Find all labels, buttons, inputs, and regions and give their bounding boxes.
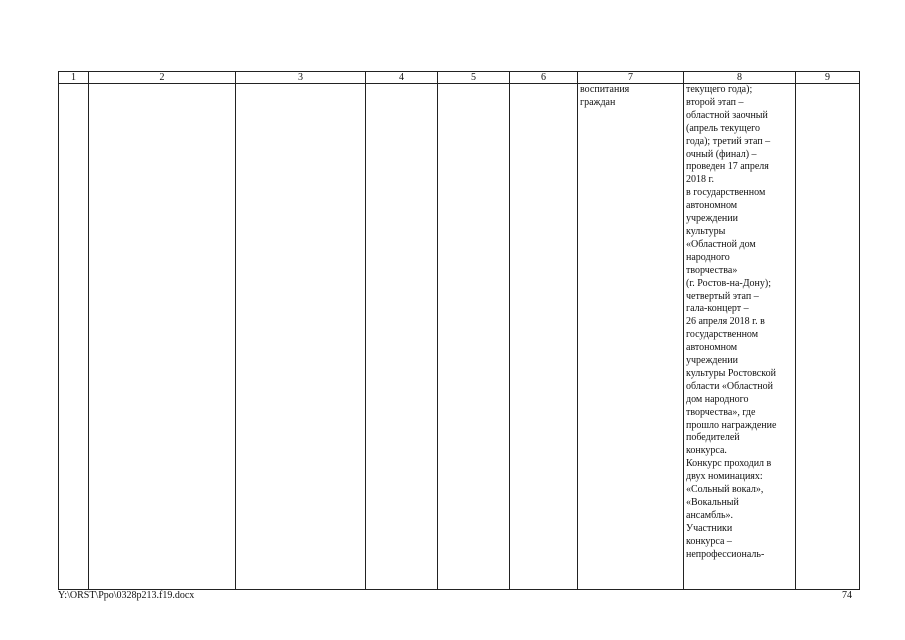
column-header-1: 1: [59, 72, 89, 84]
footer-file-path: Y:\ORST\Ppo\0328p213.f19.docx: [58, 590, 195, 601]
footer-page-number: 74: [842, 590, 852, 601]
column-header-9: 9: [796, 72, 860, 84]
column-header-4: 4: [366, 72, 438, 84]
table-cell-col9: [796, 84, 860, 590]
table-cell-col8: текущего года); второй этап – областной заочный (апрель текущего года); третий этап – очный (финал) – проведен 17 апреля 2018 г. в государственном автономном учреждении культуры «Областной дом народного творчества» (г. Ростов-на-Дону); четвертый этап – гала-концерт – 26 апреля 2018 г. в государственном автономном учреждении культуры Ростовской области «Областной дом народного творчества», где прошло награждение победителей конкурса. Конкурс проходил в двух номинациях: «Сольный вокал», «Вокальный ансамбль». Участники конкурса – непрофессиональ-: [684, 84, 796, 590]
column-header-2: 2: [89, 72, 236, 84]
header-row: [59, 72, 860, 84]
table-cell-col2: [89, 84, 236, 590]
column-header-6: 6: [510, 72, 578, 84]
column-header-5: 5: [438, 72, 510, 84]
column-header-3: 3: [236, 72, 366, 84]
document-table: [58, 71, 860, 590]
table-cell-col6: [510, 84, 578, 590]
column-header-8: 8: [684, 72, 796, 84]
table-cell-col4: [366, 84, 438, 590]
column-header-7: 7: [578, 72, 684, 84]
table-cell-col3: [236, 84, 366, 590]
table-cell-col5: [438, 84, 510, 590]
table-row: [59, 84, 860, 590]
table-cell-col1: [59, 84, 89, 590]
table-cell-col7: воспитания граждан: [578, 84, 684, 590]
